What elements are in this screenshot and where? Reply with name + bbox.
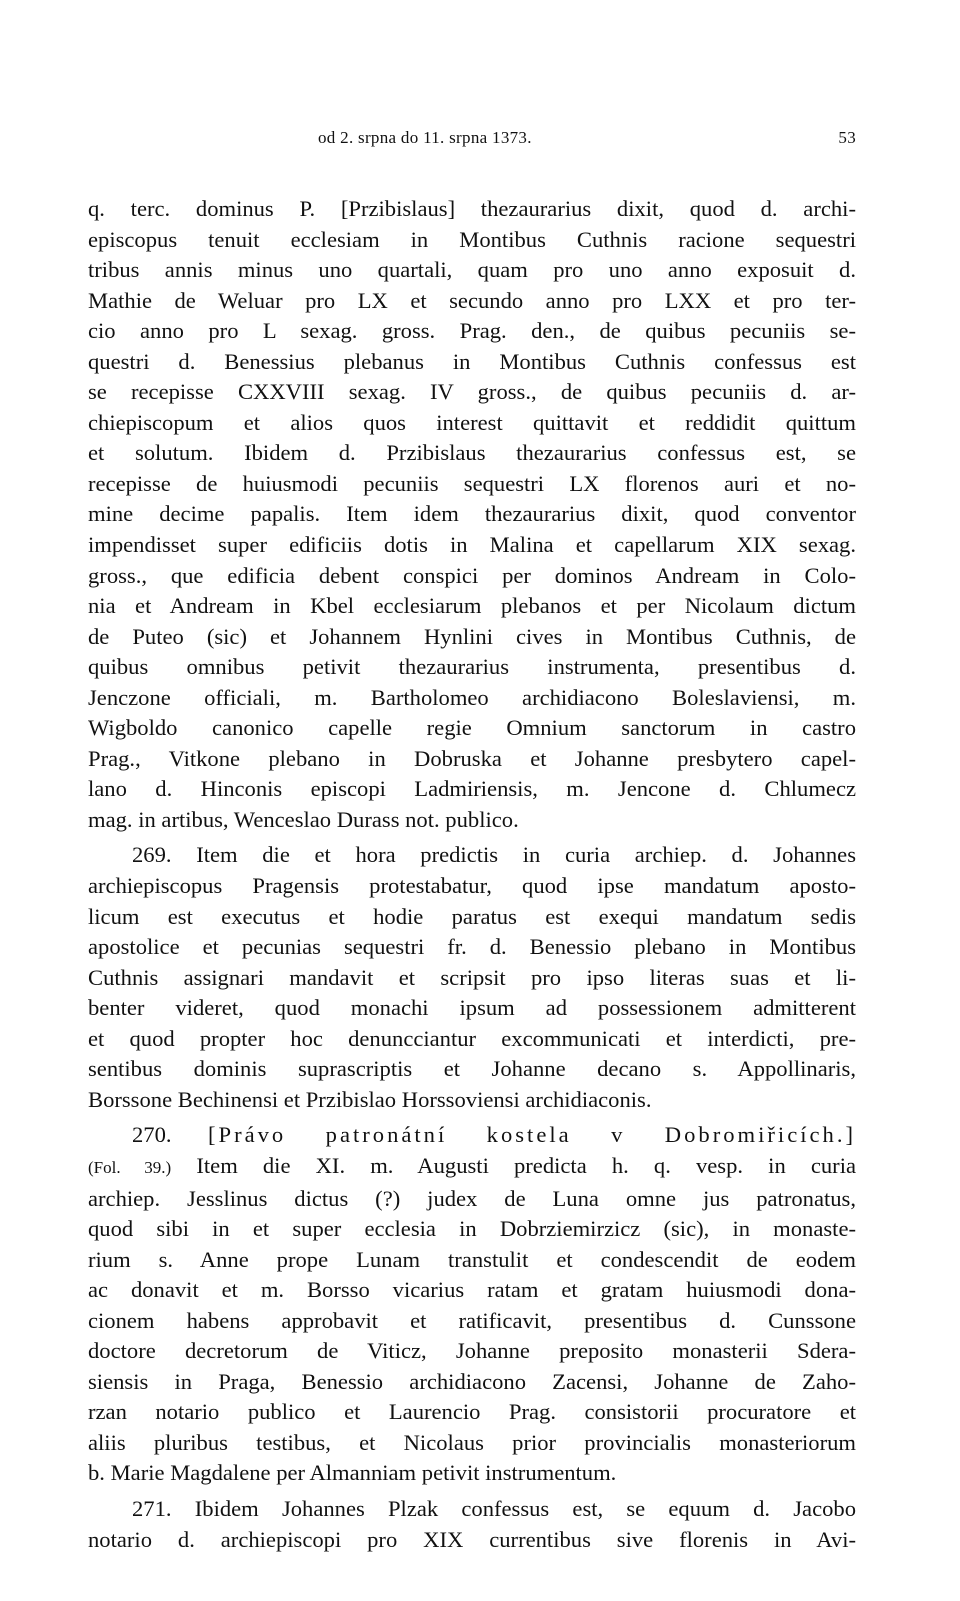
paragraph-271 [88,1494,856,1555]
text-line: Prag., Vitkone plebano in Dobruska et Johanne presbytero capel- [88,745,856,771]
paragraph-268-continuation [88,194,856,835]
text-line: et solutum. Ibidem d. Przibislaus thezaurarius confessus est, se [88,440,856,466]
text-line: archiepiscopus Pragensis protestabatur, quod ipse mandatum aposto- [88,873,856,899]
text-line: de Puteo (sic) et Johannem Hynlini cives in Montibus Cuthnis, de [88,623,856,649]
text-line: mag. in artibus, Wenceslao Durass not. publico. [88,806,519,832]
text-line: chiepiscopum et alios quos interest quittavit et reddidit quittum [88,409,856,435]
folio-reference: (Fol. 39.) [88,1157,172,1177]
text-line: se recepisse CXXVIII sexag. IV gross., de quibus pecuniis d. ar- [88,379,856,405]
line-text: Item die XI. m. Augusti predicta h. q. vesp. in curia [196,1152,857,1178]
text-line: b. Marie Magdalene per Almanniam petivit instrumentum. [88,1460,617,1486]
text-line: Borssone Bechinensi et Przibislao Horssoviensi archidiaconis. [88,1086,652,1112]
text-line: recepisse de huiusmodi pecuniis sequestri LX florenos auri et no- [88,470,856,496]
text-line: gross., que edificia debent conspici per dominos Andream in Colo- [88,562,856,588]
running-header [88,128,856,168]
paragraph-270 [88,1120,856,1489]
text-line: impendisset super edificiis dotis in Malina et capellarum XIX sexag. [88,532,856,558]
text-line: 271. Ibidem Johannes Plzak confessus est, se equum d. Jacobo [132,1495,856,1521]
text-line: benter videret, quod monachi ipsum ad possessionem admitterent [88,995,856,1021]
text-line: licum est executus et hodie paratus est exequi mandatum sedis [88,903,856,929]
text-line: doctore decretorum de Viticz, Johanne preposito monasterii Sdera- [88,1338,856,1364]
text-line: Mathie de Weluar pro LX et secundo anno pro LXX et pro ter- [88,287,856,313]
body-text [88,194,856,1555]
czech-heading: [Právo patronátní kostela v Dobromiřicích.] [207,1122,856,1148]
text-line: sentibus dominis suprascriptis et Johanne decano s. Appollinaris, [88,1056,856,1082]
text-line: quod sibi in et super ecclesia in Dobrziemirzicz (sic), in monaste- [88,1216,856,1242]
entry-number: 270. [132,1122,172,1148]
text-line: q. terc. dominus P. [Przibislaus] thezaurarius dixit, quod d. archi- [88,196,856,221]
text-line: lano d. Hinconis episcopi Ladmiriensis, m. Jencone d. Chlumecz [88,776,856,802]
text-line: Wigboldo canonico capelle regie Omnium sanctorum in castro [88,715,856,741]
text-line: aliis pluribus testibus, et Nicolaus prior provincialis monasteriorum [88,1429,856,1455]
text-line: quibus omnibus petivit thezaurarius instrumenta, presentibus d. [88,654,856,680]
text-line: episcopus tenuit ecclesiam in Montibus Cuthnis racione sequestri [88,226,856,252]
page-number: 53 [838,128,856,147]
text-line: archiep. Jesslinus dictus (?) judex de Luna omne jus patronatus, [88,1185,856,1211]
text-line: rium s. Anne prope Lunam transtulit et condescendit de eodem [88,1246,856,1272]
page [88,128,856,1555]
text-line: nia et Andream in Kbel ecclesiarum plebanos et per Nicolaum dictum [88,593,856,619]
text-line: siensis in Praga, Benessio archidiacono Zacensi, Johanne de Zaho- [88,1368,856,1394]
text-line: mine decime papalis. Item idem thezaurarius dixit, quod conventor [88,501,856,527]
text-line: 269. Item die et hora predictis in curia archiep. d. Johannes [132,842,856,868]
text-line: Cuthnis assignari mandavit et scripsit pro ipso literas suas et li- [88,964,856,990]
text-line: apostolice et pecunias sequestri fr. d. Benessio plebano in Montibus [88,934,856,960]
paragraph-270-heading-line [88,1120,856,1151]
paragraph-269 [88,840,856,1115]
text-line: cio anno pro L sexag. gross. Prag. den., de quibus pecuniis se- [88,318,856,344]
text-line: notario d. archiepiscopi pro XIX currentibus sive florenis in Avi- [88,1526,856,1552]
text-line: rzan notario publico et Laurencio Prag. consistorii procuratore et [88,1399,856,1425]
text-line: questri d. Benessius plebanus in Montibus Cuthnis confessus est [88,348,856,374]
text-line: Jenczone officiali, m. Bartholomeo archidiacono Boleslaviensi, m. [88,684,856,710]
text-line: et quod propter hoc denuncciantur excommunicati et interdicti, pre- [88,1025,856,1051]
text-line: tribus annis minus uno quartali, quam pro uno anno exposuit d. [88,257,856,283]
text-line: cionem habens approbavit et ratificavit, presentibus d. Cunssone [88,1307,856,1333]
running-title: od 2. srpna do 11. srpna 1373. [318,128,532,147]
paragraph-270-second-line [88,1151,856,1184]
text-line: ac donavit et m. Borsso vicarius ratam et gratam huiusmodi dona- [88,1277,856,1303]
